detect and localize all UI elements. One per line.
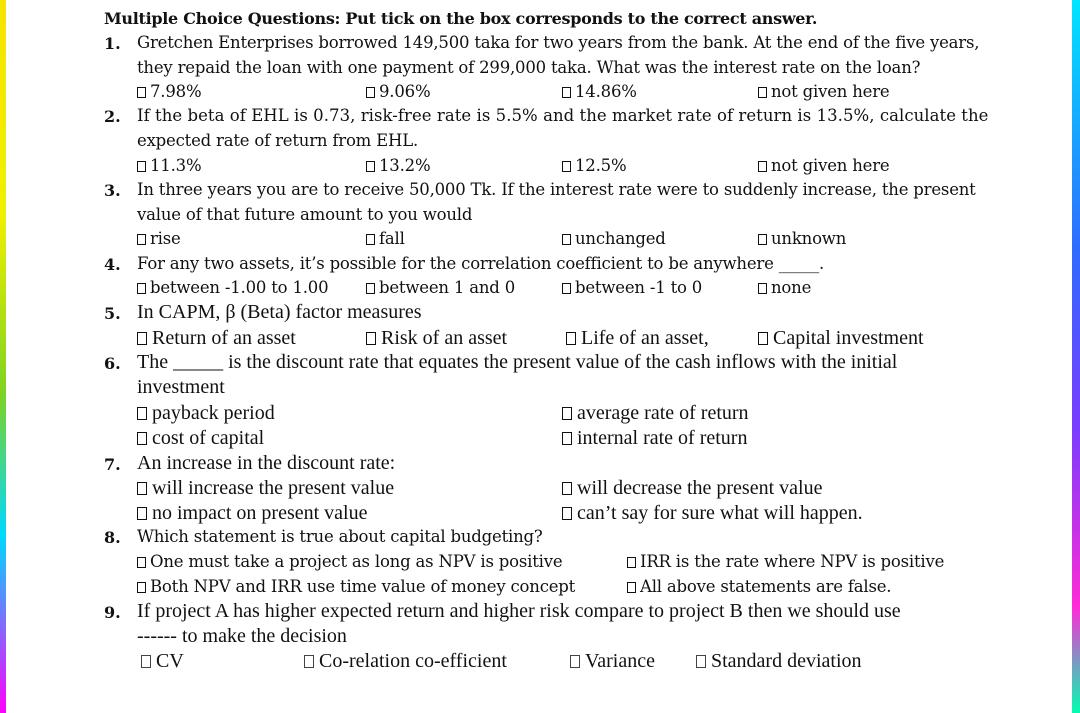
checkbox-icon[interactable] xyxy=(137,161,146,172)
question-text-line: For any two assets, it’s possible for the correlation coefficient to be anywhere _____. xyxy=(137,254,824,273)
answer-option[interactable] xyxy=(758,229,846,248)
checkbox-icon[interactable] xyxy=(758,332,768,345)
checkbox-icon[interactable] xyxy=(562,407,572,420)
answer-option[interactable] xyxy=(366,327,507,350)
question-number: 9. xyxy=(104,603,121,622)
checkbox-icon[interactable] xyxy=(366,283,375,294)
answer-option[interactable] xyxy=(137,229,181,248)
answer-option[interactable] xyxy=(562,278,702,297)
checkbox-icon[interactable] xyxy=(570,655,580,668)
answer-option[interactable] xyxy=(137,427,264,450)
question-text-line: investment xyxy=(137,376,225,398)
answer-option[interactable] xyxy=(758,82,889,101)
answer-option[interactable] xyxy=(758,156,889,175)
option-label: Life of an asset, xyxy=(581,327,709,349)
checkbox-icon[interactable] xyxy=(137,332,147,345)
checkbox-icon[interactable] xyxy=(758,234,767,245)
answer-option[interactable] xyxy=(366,278,515,297)
checkbox-icon[interactable] xyxy=(137,87,146,98)
option-label: between -1 to 0 xyxy=(575,278,703,297)
option-label: Return of an asset xyxy=(152,327,296,349)
answer-option[interactable] xyxy=(562,156,626,175)
option-label: IRR is the rate where NPV is positive xyxy=(640,552,945,571)
option-label: none xyxy=(771,278,812,297)
question-text-line: The _____ is the discount rate that equates the present value of the cash inflows with the initial xyxy=(137,351,898,373)
option-label: internal rate of return xyxy=(577,427,748,449)
checkbox-icon[interactable] xyxy=(366,161,375,172)
option-label: 13.2% xyxy=(379,156,431,175)
option-label: fall xyxy=(379,229,405,248)
option-label: 12.5% xyxy=(575,156,627,175)
option-label: will increase the present value xyxy=(152,477,395,499)
answer-option[interactable] xyxy=(562,82,637,101)
answer-option[interactable] xyxy=(137,402,275,425)
checkbox-icon[interactable] xyxy=(137,507,147,520)
answer-option[interactable] xyxy=(627,552,944,571)
option-label: 9.06% xyxy=(379,82,431,101)
checkbox-icon[interactable] xyxy=(137,557,146,568)
option-label: average rate of return xyxy=(577,402,749,424)
answer-option[interactable] xyxy=(137,156,201,175)
answer-option[interactable] xyxy=(758,327,924,350)
option-label: can’t say for sure what will happen. xyxy=(577,502,863,524)
answer-option[interactable] xyxy=(137,502,368,525)
answer-option[interactable] xyxy=(758,278,811,297)
question-text-line: In three years you are to receive 50,000 Tk. If the interest rate were to suddenly increase, the present xyxy=(137,180,976,199)
answer-option[interactable] xyxy=(137,278,328,297)
option-label: 14.86% xyxy=(575,82,637,101)
checkbox-icon[interactable] xyxy=(627,582,636,593)
question-text-line: If project A has higher expected return and higher risk compare to project B then we should use xyxy=(137,600,901,622)
option-label: unknown xyxy=(771,229,847,248)
question-number: 5. xyxy=(104,304,121,323)
checkbox-icon[interactable] xyxy=(137,482,147,495)
question-text-line: expected rate of return from EHL. xyxy=(137,131,419,150)
question-text-line: Gretchen Enterprises borrowed 149,500 taka for two years from the bank. At the end of the five years, xyxy=(137,33,980,52)
question-text-line: In CAPM, β (Beta) factor measures xyxy=(137,301,422,323)
answer-option[interactable] xyxy=(570,650,655,673)
option-label: Risk of an asset xyxy=(381,327,508,349)
option-label: 11.3% xyxy=(150,156,202,175)
option-label: Standard deviation xyxy=(711,650,862,672)
answer-option[interactable] xyxy=(562,229,666,248)
question-text-line: An increase in the discount rate: xyxy=(137,452,396,474)
checkbox-icon[interactable] xyxy=(696,655,706,668)
option-label: Both NPV and IRR use time value of money concept xyxy=(150,577,576,596)
answer-option[interactable] xyxy=(137,477,394,500)
option-label: not given here xyxy=(771,156,890,175)
option-label: cost of capital xyxy=(152,427,265,449)
option-label: One must take a project as long as NPV is positive xyxy=(150,552,563,571)
question-number: 2. xyxy=(104,107,121,126)
question-text-line: they repaid the loan with one payment of 299,000 taka. What was the interest rate on the loan? xyxy=(137,58,921,77)
checkbox-icon[interactable] xyxy=(562,161,571,172)
question-number: 7. xyxy=(104,455,121,474)
question-number: 4. xyxy=(104,255,121,274)
answer-option[interactable] xyxy=(137,577,575,596)
checkbox-icon[interactable] xyxy=(137,234,146,245)
answer-option[interactable] xyxy=(566,327,709,350)
option-label: All above statements are false. xyxy=(640,577,892,596)
option-label: Co-relation co-efficient xyxy=(319,650,507,672)
question-number: 6. xyxy=(104,354,121,373)
checkbox-icon[interactable] xyxy=(366,332,376,345)
checkbox-icon[interactable] xyxy=(562,234,571,245)
option-label: will decrease the present value xyxy=(577,477,823,499)
question-number: 1. xyxy=(104,34,121,53)
option-label: between 1 and 0 xyxy=(379,278,515,297)
checkbox-icon[interactable] xyxy=(562,432,572,445)
checkbox-icon[interactable] xyxy=(137,283,146,294)
checkbox-icon[interactable] xyxy=(562,283,571,294)
checkbox-icon[interactable] xyxy=(141,655,151,668)
instructions-heading: Multiple Choice Questions: Put tick on the box corresponds to the correct answer. xyxy=(104,9,818,28)
option-label: Capital investment xyxy=(773,327,924,349)
question-text-line: If the beta of EHL is 0.73, risk-free rate is 5.5% and the market rate of return is 13.5%, calculate the xyxy=(137,106,989,125)
answer-option[interactable] xyxy=(562,502,863,525)
answer-option[interactable] xyxy=(696,650,862,673)
answer-option[interactable] xyxy=(137,327,296,350)
answer-option[interactable] xyxy=(562,427,747,450)
answer-option[interactable] xyxy=(137,552,562,571)
option-label: Variance xyxy=(585,650,655,672)
answer-option[interactable] xyxy=(304,650,507,673)
checkbox-icon[interactable] xyxy=(562,87,571,98)
checkbox-icon[interactable] xyxy=(566,332,576,345)
checkbox-icon[interactable] xyxy=(562,482,572,495)
option-label: not given here xyxy=(771,82,890,101)
option-label: rise xyxy=(150,229,181,248)
option-label: no impact on present value xyxy=(152,502,368,524)
question-text-line: value of that future amount to you would xyxy=(137,205,473,224)
option-label: unchanged xyxy=(575,229,666,248)
checkbox-icon[interactable] xyxy=(366,234,375,245)
checkbox-icon[interactable] xyxy=(366,87,375,98)
answer-option[interactable] xyxy=(366,156,430,175)
question-text-line: ------ to make the decision xyxy=(137,625,347,647)
answer-option[interactable] xyxy=(627,577,891,596)
checkbox-icon[interactable] xyxy=(137,432,147,445)
question-number: 8. xyxy=(104,528,121,547)
answer-option[interactable] xyxy=(562,477,822,500)
option-label: between -1.00 to 1.00 xyxy=(150,278,329,297)
answer-option[interactable] xyxy=(137,82,201,101)
checkbox-icon[interactable] xyxy=(304,655,314,668)
question-number: 3. xyxy=(104,181,121,200)
checkbox-icon[interactable] xyxy=(562,507,572,520)
checkbox-icon[interactable] xyxy=(137,582,146,593)
answer-option[interactable] xyxy=(366,82,430,101)
answer-option[interactable] xyxy=(141,650,184,673)
answer-option[interactable] xyxy=(366,229,405,248)
answer-option[interactable] xyxy=(562,402,749,425)
option-label: payback period xyxy=(152,402,275,424)
checkbox-icon[interactable] xyxy=(758,87,767,98)
checkbox-icon[interactable] xyxy=(758,283,767,294)
checkbox-icon[interactable] xyxy=(137,407,147,420)
checkbox-icon[interactable] xyxy=(627,557,636,568)
option-label: CV xyxy=(156,650,184,672)
option-label: 7.98% xyxy=(150,82,202,101)
checkbox-icon[interactable] xyxy=(758,161,767,172)
question-text-line: Which statement is true about capital budgeting? xyxy=(137,527,543,546)
